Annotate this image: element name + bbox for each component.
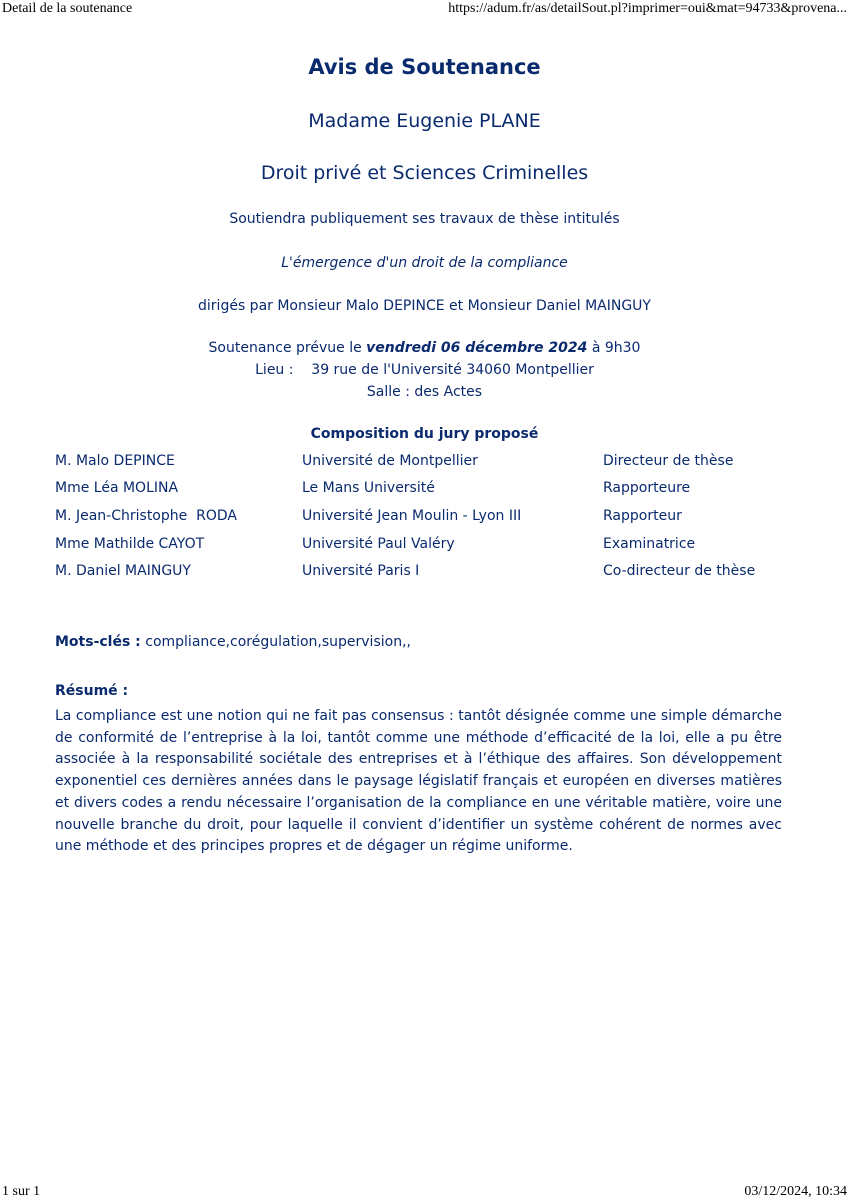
- jury-member-name: M. Malo DEPINCE: [55, 452, 175, 469]
- jury-row: [55, 502, 795, 530]
- jury-member-name: M. Jean-Christophe RODA: [55, 507, 237, 524]
- jury-member-role: Examinatrice: [603, 535, 696, 552]
- keywords: [55, 634, 411, 650]
- jury-member-institution: Université Jean Moulin - Lyon III: [302, 507, 522, 524]
- thesis-directors: dirigés par Monsieur Malo DEPINCE et Monsieur Daniel MAINGUY: [198, 298, 651, 314]
- lieu-label: Lieu :: [255, 362, 294, 378]
- jury-member-role: Directeur de thèse: [603, 452, 734, 469]
- jury-member-role: Rapporteure: [603, 480, 691, 497]
- jury-member-role: Co-directeur de thèse: [603, 563, 756, 580]
- jury-row: [55, 475, 795, 503]
- jury-row: [55, 557, 795, 585]
- defense-date: vendredi 06 décembre 2024: [366, 340, 588, 356]
- jury-row: [55, 530, 795, 558]
- keywords-label: Mots-clés :: [55, 634, 141, 650]
- discipline: Droit privé et Sciences Criminelles: [260, 162, 589, 184]
- defense-location: [0, 362, 849, 378]
- notice-title: Avis de Soutenance: [308, 55, 541, 79]
- candidate-name: Madame Eugenie PLANE: [308, 110, 541, 132]
- resume-label: Résumé :: [55, 683, 129, 699]
- defense-schedule: [0, 340, 849, 356]
- keywords-value: compliance,corégulation,supervision,,: [145, 634, 411, 650]
- jury-member-institution: Université Paris I: [302, 563, 420, 580]
- print-header-title: Detail de la soutenance: [2, 1, 133, 16]
- jury-title: Composition du jury proposé: [310, 426, 539, 442]
- page-number: 1 sur 1: [2, 1184, 41, 1199]
- resume-text: La compliance est une notion qui ne fait pas consensus : tantôt désignée comme une simple démarche de conformité de l’entreprise à la loi, tantôt comme une méthode d’efficacité de la loi, elle a pu être associée à la responsabilité sociétale des entreprises et à l’éthique des affaires. Son développement exponentiel ces dernières années dans le paysage législatif français et européen en diverses matières et divers codes a rendu nécessaire l’organisation de la compliance en une véritable matière, voire une nouvelle branche du droit, pour laquelle il convient d’identifier un système cohérent de normes avec une méthode et des principes propres et de dégager un régime uniforme.: [55, 708, 782, 855]
- print-datetime: 03/12/2024, 10:34: [744, 1184, 847, 1199]
- thesis-title: L'émergence d'un droit de la compliance: [281, 255, 568, 271]
- jury-member-institution: Le Mans Université: [302, 480, 435, 497]
- defense-prefix: Soutenance prévue le: [208, 340, 367, 356]
- print-header-url: https://adum.fr/as/detailSout.pl?imprimer=oui&mat=94733&provena...: [448, 1, 847, 16]
- defense-intro: Soutiendra publiquement ses travaux de thèse intitulés: [229, 211, 620, 227]
- defense-room: Salle : des Actes: [366, 384, 483, 400]
- jury-member-name: M. Daniel MAINGUY: [55, 563, 191, 580]
- jury-member-institution: Université de Montpellier: [302, 452, 478, 469]
- jury-member-role: Rapporteur: [603, 507, 682, 524]
- jury-row: [55, 447, 795, 475]
- jury-member-name: Mme Léa MOLINA: [55, 480, 179, 497]
- lieu-address: 39 rue de l'Université 34060 Montpellier: [311, 362, 594, 378]
- jury-member-name: Mme Mathilde CAYOT: [55, 535, 205, 552]
- jury-table: [55, 447, 795, 585]
- jury-member-institution: Université Paul Valéry: [302, 535, 455, 552]
- defense-time: à 9h30: [587, 340, 641, 356]
